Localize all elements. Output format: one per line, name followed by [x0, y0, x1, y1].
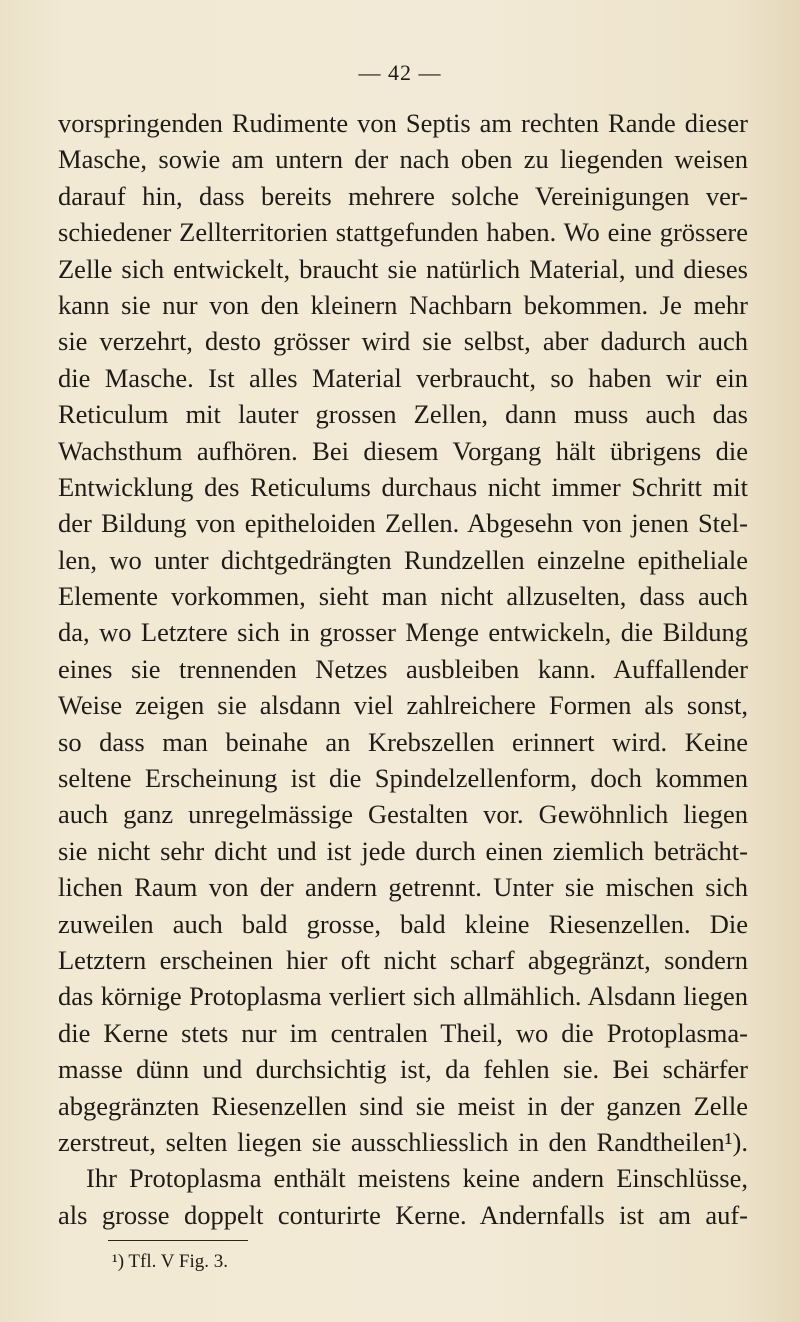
text-line: so dass man beinahe an Krebszellen erinnert wird. Keine [58, 726, 748, 757]
text-line: Entwicklung des Reticulums durchaus nicht immer Schritt mit [58, 471, 748, 502]
page-number: — 42 — [358, 60, 442, 85]
text-line-paragraph-start: Ihr Protoplasma enthält meistens keine andern Einschlüsse, [86, 1163, 748, 1194]
text-line: sie nicht sehr dicht und ist jede durch einen ziemlich beträcht- [58, 835, 748, 866]
text-line: das körnige Protoplasma verliert sich allmählich. Alsdann liegen [58, 981, 748, 1012]
text-line: zuweilen auch bald grosse, bald kleine Riesenzellen. Die [58, 908, 748, 939]
text-line: vorspringenden Rudimente von Septis am rechten Rande dieser [58, 108, 748, 138]
text-line: sie verzehrt, desto grösser wird sie selbst, aber dadurch auch [58, 326, 748, 357]
text-line: die Masche. Ist alles Material verbraucht, so haben wir ein [58, 362, 748, 393]
text-line: auch ganz unregelmässige Gestalten vor. Gewöhnlich liegen [58, 799, 748, 830]
text-line: der Bildung von epitheloiden Zellen. Abgesehn von jenen Stel- [58, 508, 748, 539]
text-line: Wachsthum aufhören. Bei diesem Vorgang hält übrigens die [58, 435, 748, 466]
text-line: Masche, sowie am untern der nach oben zu liegenden weisen [58, 144, 748, 175]
text-line: Elemente vorkommen, sieht man nicht allzuselten, dass auch [58, 581, 748, 612]
text-line: lichen Raum von der andern getrennt. Unter sie mischen sich [58, 872, 748, 903]
text-line: da, wo Letztere sich in grosser Menge entwickeln, die Bildung [58, 617, 748, 648]
footnote: ¹) Tfl. V Fig. 3. [112, 1251, 229, 1272]
text-line: Letztern erscheinen hier oft nicht scharf abgegränzt, sondern [58, 944, 748, 975]
text-line: masse dünn und durchsichtig ist, da fehlen sie. Bei schärfer [58, 1054, 748, 1085]
text-line: die Kerne stets nur im centralen Theil, wo die Protoplasma- [58, 1017, 748, 1048]
text-line: Weise zeigen sie alsdann viel zahlreichere Formen als sonst, [58, 690, 748, 721]
text-line: schiedener Zellterritorien stattgefunden haben. Wo eine grössere [58, 217, 748, 248]
footnote-divider [108, 1240, 248, 1241]
text-line: zerstreut, selten liegen sie ausschliesslich in den Randtheilen¹). [58, 1126, 748, 1157]
text-line: eines sie trennenden Netzes ausbleiben kann. Auffallender [58, 653, 748, 684]
body-text [58, 105, 748, 1233]
text-line: darauf hin, dass bereits mehrere solche Vereinigungen ver- [58, 180, 748, 211]
text-line: als grosse doppelt conturirte Kerne. Andernfalls ist am auf- [58, 1199, 748, 1230]
text-line: len, wo unter dichtgedrängten Rundzellen einzelne epitheliale [58, 544, 748, 575]
text-line: Zelle sich entwickelt, braucht sie natürlich Material, und dieses [58, 253, 748, 284]
text-line: Reticulum mit lauter grossen Zellen, dann muss auch das [58, 399, 748, 430]
text-line: seltene Erscheinung ist die Spindelzellenform, doch kommen [58, 763, 748, 794]
text-line: kann sie nur von den kleinern Nachbarn bekommen. Je mehr [58, 289, 748, 320]
text-line: abgegränzten Riesenzellen sind sie meist in der ganzen Zelle [58, 1090, 748, 1121]
